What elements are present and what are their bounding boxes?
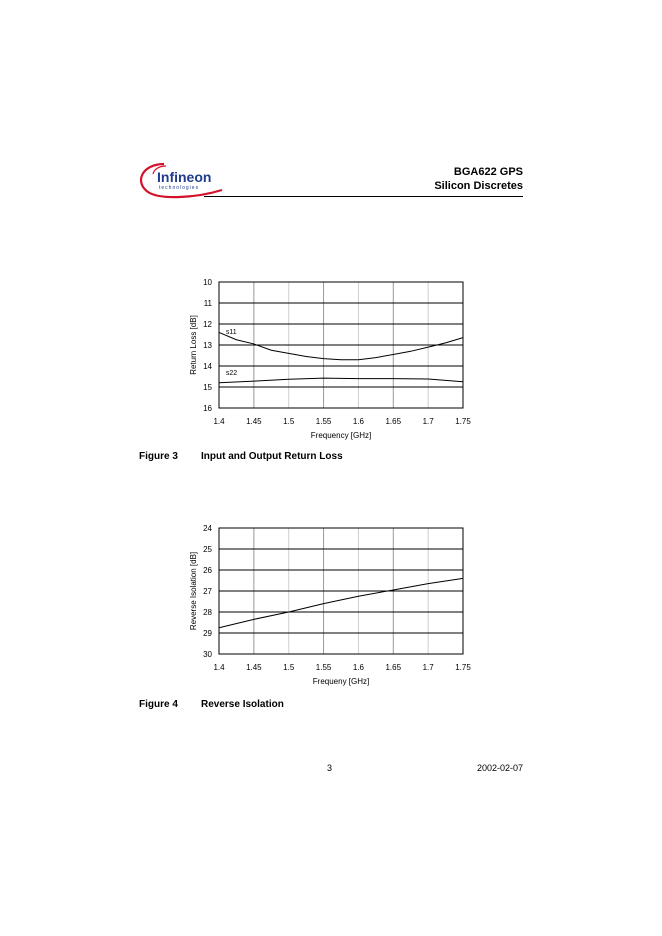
x-tick-label: 1.45 [246, 417, 262, 426]
page-date: 2002-02-07 [476, 763, 523, 773]
return-loss-chart-svg [184, 272, 484, 444]
figure-4-number: Figure 4 [139, 699, 178, 710]
y-tick-label: 30 [203, 650, 212, 659]
x-tick-label: 1.65 [385, 663, 402, 672]
y-tick-label: 24 [203, 524, 212, 533]
x-tick-label: 1.5 [283, 663, 295, 672]
y-tick-label: 15 [203, 383, 212, 392]
y-tick-label: 14 [203, 362, 212, 371]
logo-text: Infineon [157, 169, 212, 185]
x-tick-label: 1.75 [455, 663, 471, 672]
figure-4-caption: Reverse Isolation [201, 699, 284, 710]
document-subtitle: Silicon Discretes [434, 180, 523, 192]
x-axis-label: Frequeny [GHz] [312, 677, 370, 686]
x-axis-label: Frequency [GHz] [310, 431, 372, 440]
y-tick-label: 10 [203, 278, 212, 287]
x-tick-label: 1.4 [213, 417, 225, 426]
series-label-s22: s22 [225, 370, 238, 378]
x-tick-label: 1.7 [422, 663, 434, 672]
figure-3-caption: Input and Output Return Loss [201, 451, 343, 462]
x-tick-label: 1.55 [315, 417, 332, 426]
series-line-series-0 [219, 578, 463, 627]
figure-3-number: Figure 3 [139, 451, 178, 462]
logo-subtext: technologies [159, 185, 200, 191]
x-tick-label: 1.45 [246, 663, 262, 672]
y-tick-label: 29 [203, 629, 212, 638]
y-tick-label: 27 [203, 587, 212, 596]
page-number: 3 [327, 763, 333, 773]
document-title: BGA622 GPS [453, 166, 523, 178]
series-label-s11: s11 [225, 328, 237, 336]
y-axis-label: Reverse Isolation [dB] [189, 551, 198, 631]
y-tick-label: 25 [203, 545, 212, 554]
y-axis-label: Return Loss [dB] [189, 315, 198, 375]
x-tick-label: 1.4 [213, 663, 225, 672]
y-tick-label: 13 [203, 341, 212, 350]
x-tick-label: 1.65 [385, 417, 402, 426]
reverse-isolation-chart [184, 518, 484, 690]
x-tick-label: 1.75 [455, 417, 471, 426]
infineon-logo [136, 160, 228, 200]
x-tick-label: 1.5 [283, 417, 295, 426]
series-line-s22 [219, 378, 463, 383]
y-tick-label: 12 [203, 320, 212, 329]
x-tick-label: 1.6 [352, 417, 364, 426]
reverse-isolation-chart-svg [184, 518, 484, 690]
header-divider [204, 196, 523, 197]
x-tick-label: 1.7 [422, 417, 434, 426]
return-loss-chart [184, 272, 484, 444]
y-tick-label: 28 [203, 608, 212, 617]
series-line-s11 [219, 332, 463, 359]
x-tick-label: 1.55 [315, 663, 332, 672]
x-tick-label: 1.6 [352, 663, 364, 672]
y-tick-label: 16 [203, 404, 212, 413]
y-tick-label: 26 [203, 566, 212, 575]
y-tick-label: 11 [203, 299, 212, 308]
